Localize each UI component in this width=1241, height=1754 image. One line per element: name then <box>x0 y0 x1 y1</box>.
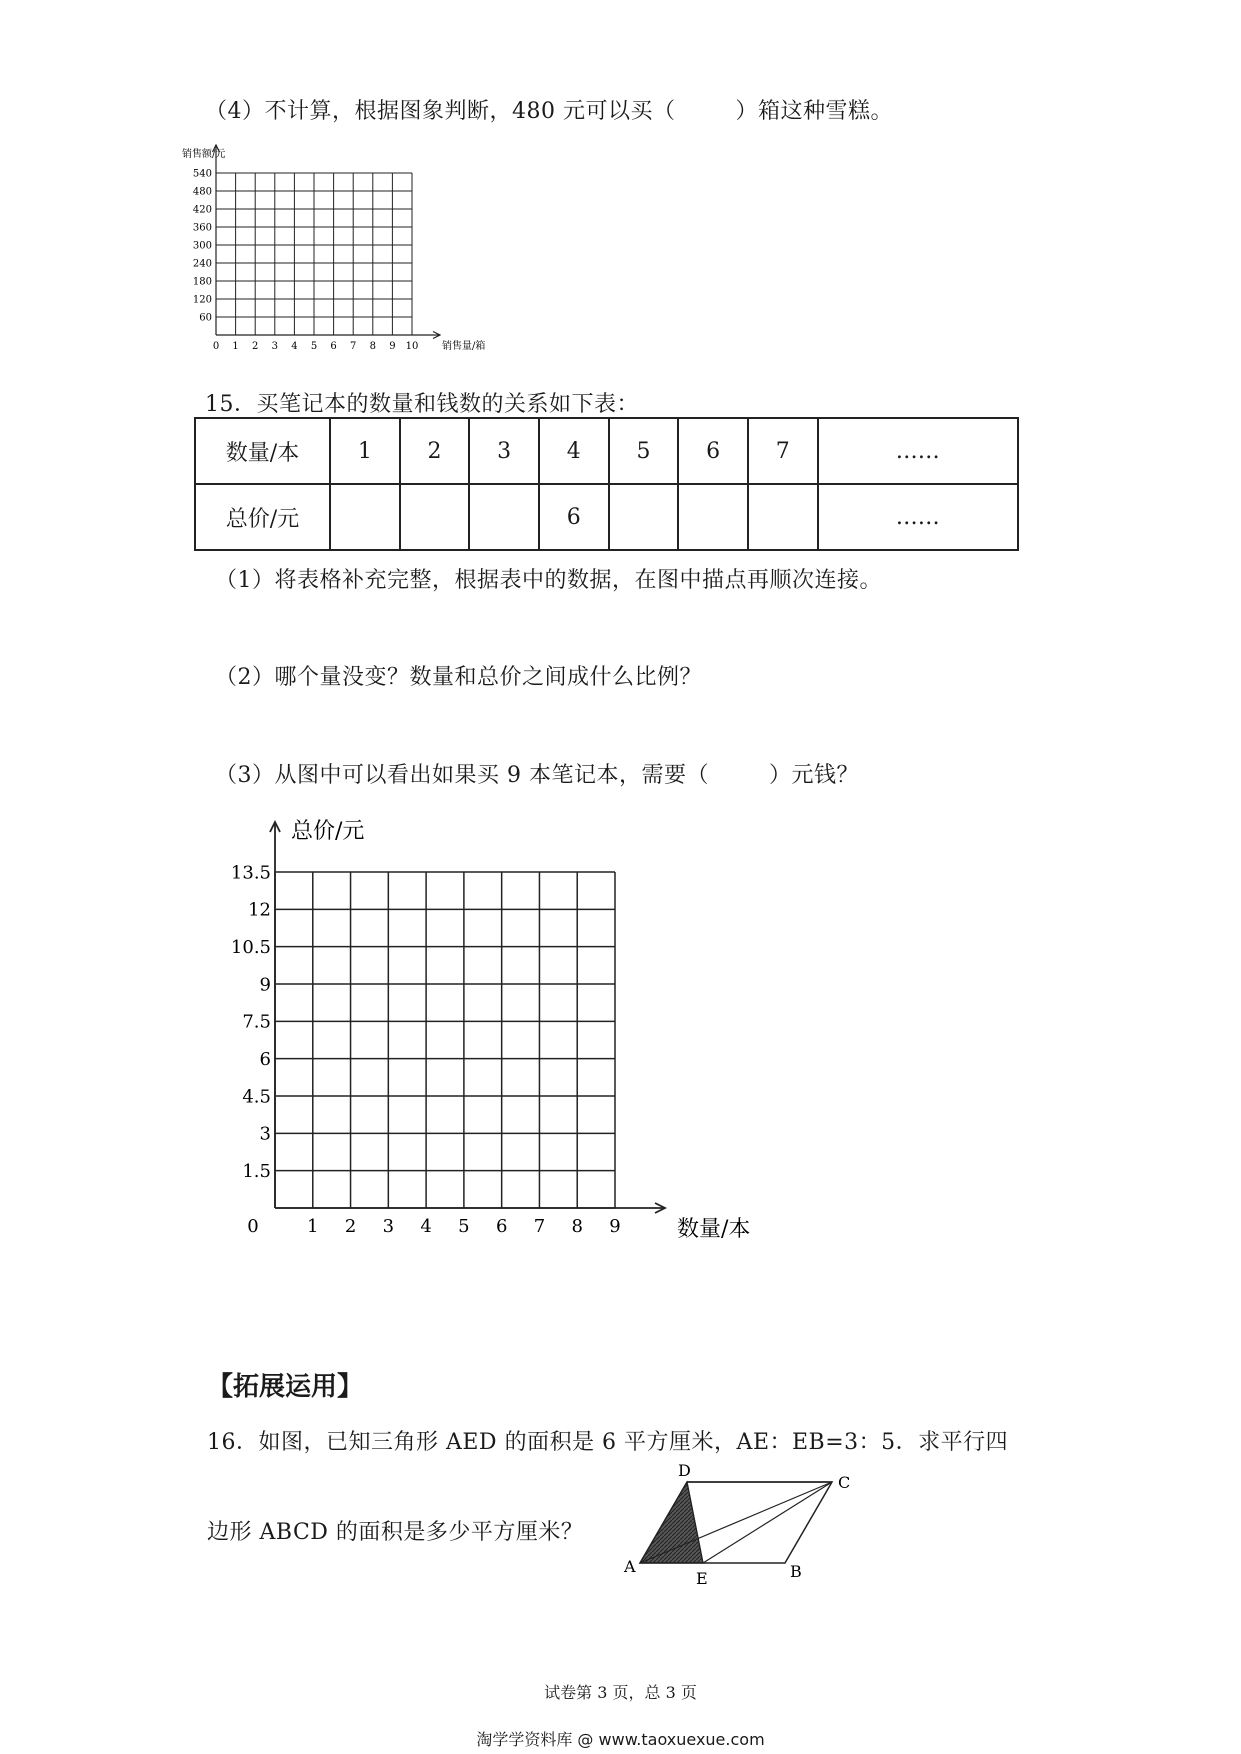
y-tick-label: 420 <box>192 204 212 216</box>
table-cell: …… <box>818 484 1018 550</box>
q15-part3: （3）从图中可以看出如果买 9 本笔记本，需要（ ）元钱？ <box>215 763 859 788</box>
table-cell: 1 <box>330 418 400 484</box>
q15-part2: （2）哪个量没变？数量和总价之间成什么比例？ <box>215 665 702 690</box>
x-tick-label: 6 <box>495 1216 508 1237</box>
y-axis-label: 销售额/元 <box>182 149 226 160</box>
table-cell-input[interactable] <box>400 484 470 550</box>
shaded-triangle-aed <box>640 1482 703 1563</box>
y-axis-label: 总价/元 <box>291 819 365 844</box>
y-tick-label: 240 <box>192 258 212 270</box>
y-tick-label: 480 <box>192 186 212 198</box>
x-tick-label: 8 <box>369 341 376 352</box>
y-tick-label: 7.5 <box>242 1011 271 1033</box>
q15-part1: （1）将表格补充完整，根据表中的数据，在图中描点再顺次连接。 <box>215 568 882 593</box>
x-tick-label: 0 <box>212 341 220 352</box>
x-tick-label: 3 <box>382 1216 395 1237</box>
segment-ec <box>703 1482 832 1563</box>
label-a: A <box>624 1557 636 1576</box>
x-tick-label: 0 <box>247 1216 259 1237</box>
table-row-price <box>195 484 1018 550</box>
label-d: D <box>678 1461 691 1480</box>
x-tick-label: 2 <box>344 1216 357 1237</box>
x-tick-label: 3 <box>271 341 278 352</box>
section-title: 【拓展运用】 <box>207 1372 364 1402</box>
table-cell-input[interactable] <box>678 484 748 550</box>
table-cell-input[interactable] <box>609 484 679 550</box>
x-tick-label: 2 <box>252 341 259 352</box>
table-cell: 5 <box>609 418 679 484</box>
x-tick-label: 5 <box>458 1216 470 1237</box>
x-tick-label: 5 <box>310 341 318 352</box>
table-cell: 3 <box>469 418 539 484</box>
y-tick-label: 10.5 <box>230 936 271 958</box>
y-tick-label: 540 <box>192 168 212 180</box>
x-axis-label: 销售量/箱 <box>442 341 486 352</box>
table-cell: 2 <box>400 418 470 484</box>
notebook-table <box>194 417 1019 551</box>
sales-chart <box>180 145 540 370</box>
x-axis-label: 数量/本 <box>677 1217 751 1242</box>
x-tick-label: 4 <box>291 341 298 352</box>
x-tick-label: 10 <box>405 341 419 352</box>
y-tick-label: 300 <box>192 240 212 252</box>
table-cell-input[interactable] <box>330 484 400 550</box>
label-b: B <box>790 1562 802 1581</box>
label-c: C <box>838 1473 851 1492</box>
q14-part4: （4）不计算，根据图象判断，480 元可以买（ ）箱这种雪糕。 <box>205 99 893 124</box>
table-cell: 6 <box>539 484 609 550</box>
x-tick-label: 6 <box>330 341 337 352</box>
x-tick-label: 4 <box>420 1216 432 1237</box>
y-tick-label: 13.5 <box>230 862 271 884</box>
table-row-quantity <box>195 418 1018 484</box>
q16-line1: 16．如图，已知三角形 AED 的面积是 6 平方厘米，AE：EB=3：5．求平行四 <box>207 1430 1009 1455</box>
notebook-price-chart <box>215 800 751 1242</box>
table-cell-input[interactable] <box>469 484 539 550</box>
y-tick-label: 360 <box>192 222 212 234</box>
x-tick-label: 8 <box>571 1216 583 1237</box>
x-tick-label: 1 <box>232 341 239 352</box>
table-cell: …… <box>818 418 1018 484</box>
y-tick-label: 120 <box>192 294 212 306</box>
y-tick-label: 1.5 <box>242 1160 271 1182</box>
y-tick-label: 60 <box>199 312 212 324</box>
x-tick-label: 9 <box>389 341 396 352</box>
table-cell: 4 <box>539 418 609 484</box>
page-footer: 试卷第 3 页，总 3 页 <box>544 1683 697 1702</box>
table-header-quantity: 数量/本 <box>195 418 330 484</box>
label-e: E <box>696 1569 708 1588</box>
x-tick-label: 1 <box>307 1216 319 1237</box>
q16-line2: 边形 ABCD 的面积是多少平方厘米？ <box>207 1520 584 1545</box>
watermark: 淘学学资料库 @ www.taoxuexue.com <box>476 1730 765 1749</box>
q15-title: 15．买笔记本的数量和钱数的关系如下表： <box>205 392 639 417</box>
y-tick-label: 180 <box>192 276 212 288</box>
table-cell-input[interactable] <box>748 484 818 550</box>
x-tick-label: 7 <box>350 341 357 352</box>
table-header-price: 总价/元 <box>195 484 330 550</box>
y-tick-label: 3 <box>259 1123 271 1145</box>
x-tick-label: 7 <box>533 1216 546 1237</box>
y-tick-label: 6 <box>259 1048 271 1070</box>
y-tick-label: 4.5 <box>242 1086 271 1108</box>
table-cell: 7 <box>748 418 818 484</box>
x-tick-label: 9 <box>609 1216 621 1237</box>
y-tick-label: 9 <box>259 974 271 996</box>
parallelogram-figure <box>600 1460 880 1600</box>
y-tick-label: 12 <box>248 899 271 921</box>
table-cell: 6 <box>678 418 748 484</box>
